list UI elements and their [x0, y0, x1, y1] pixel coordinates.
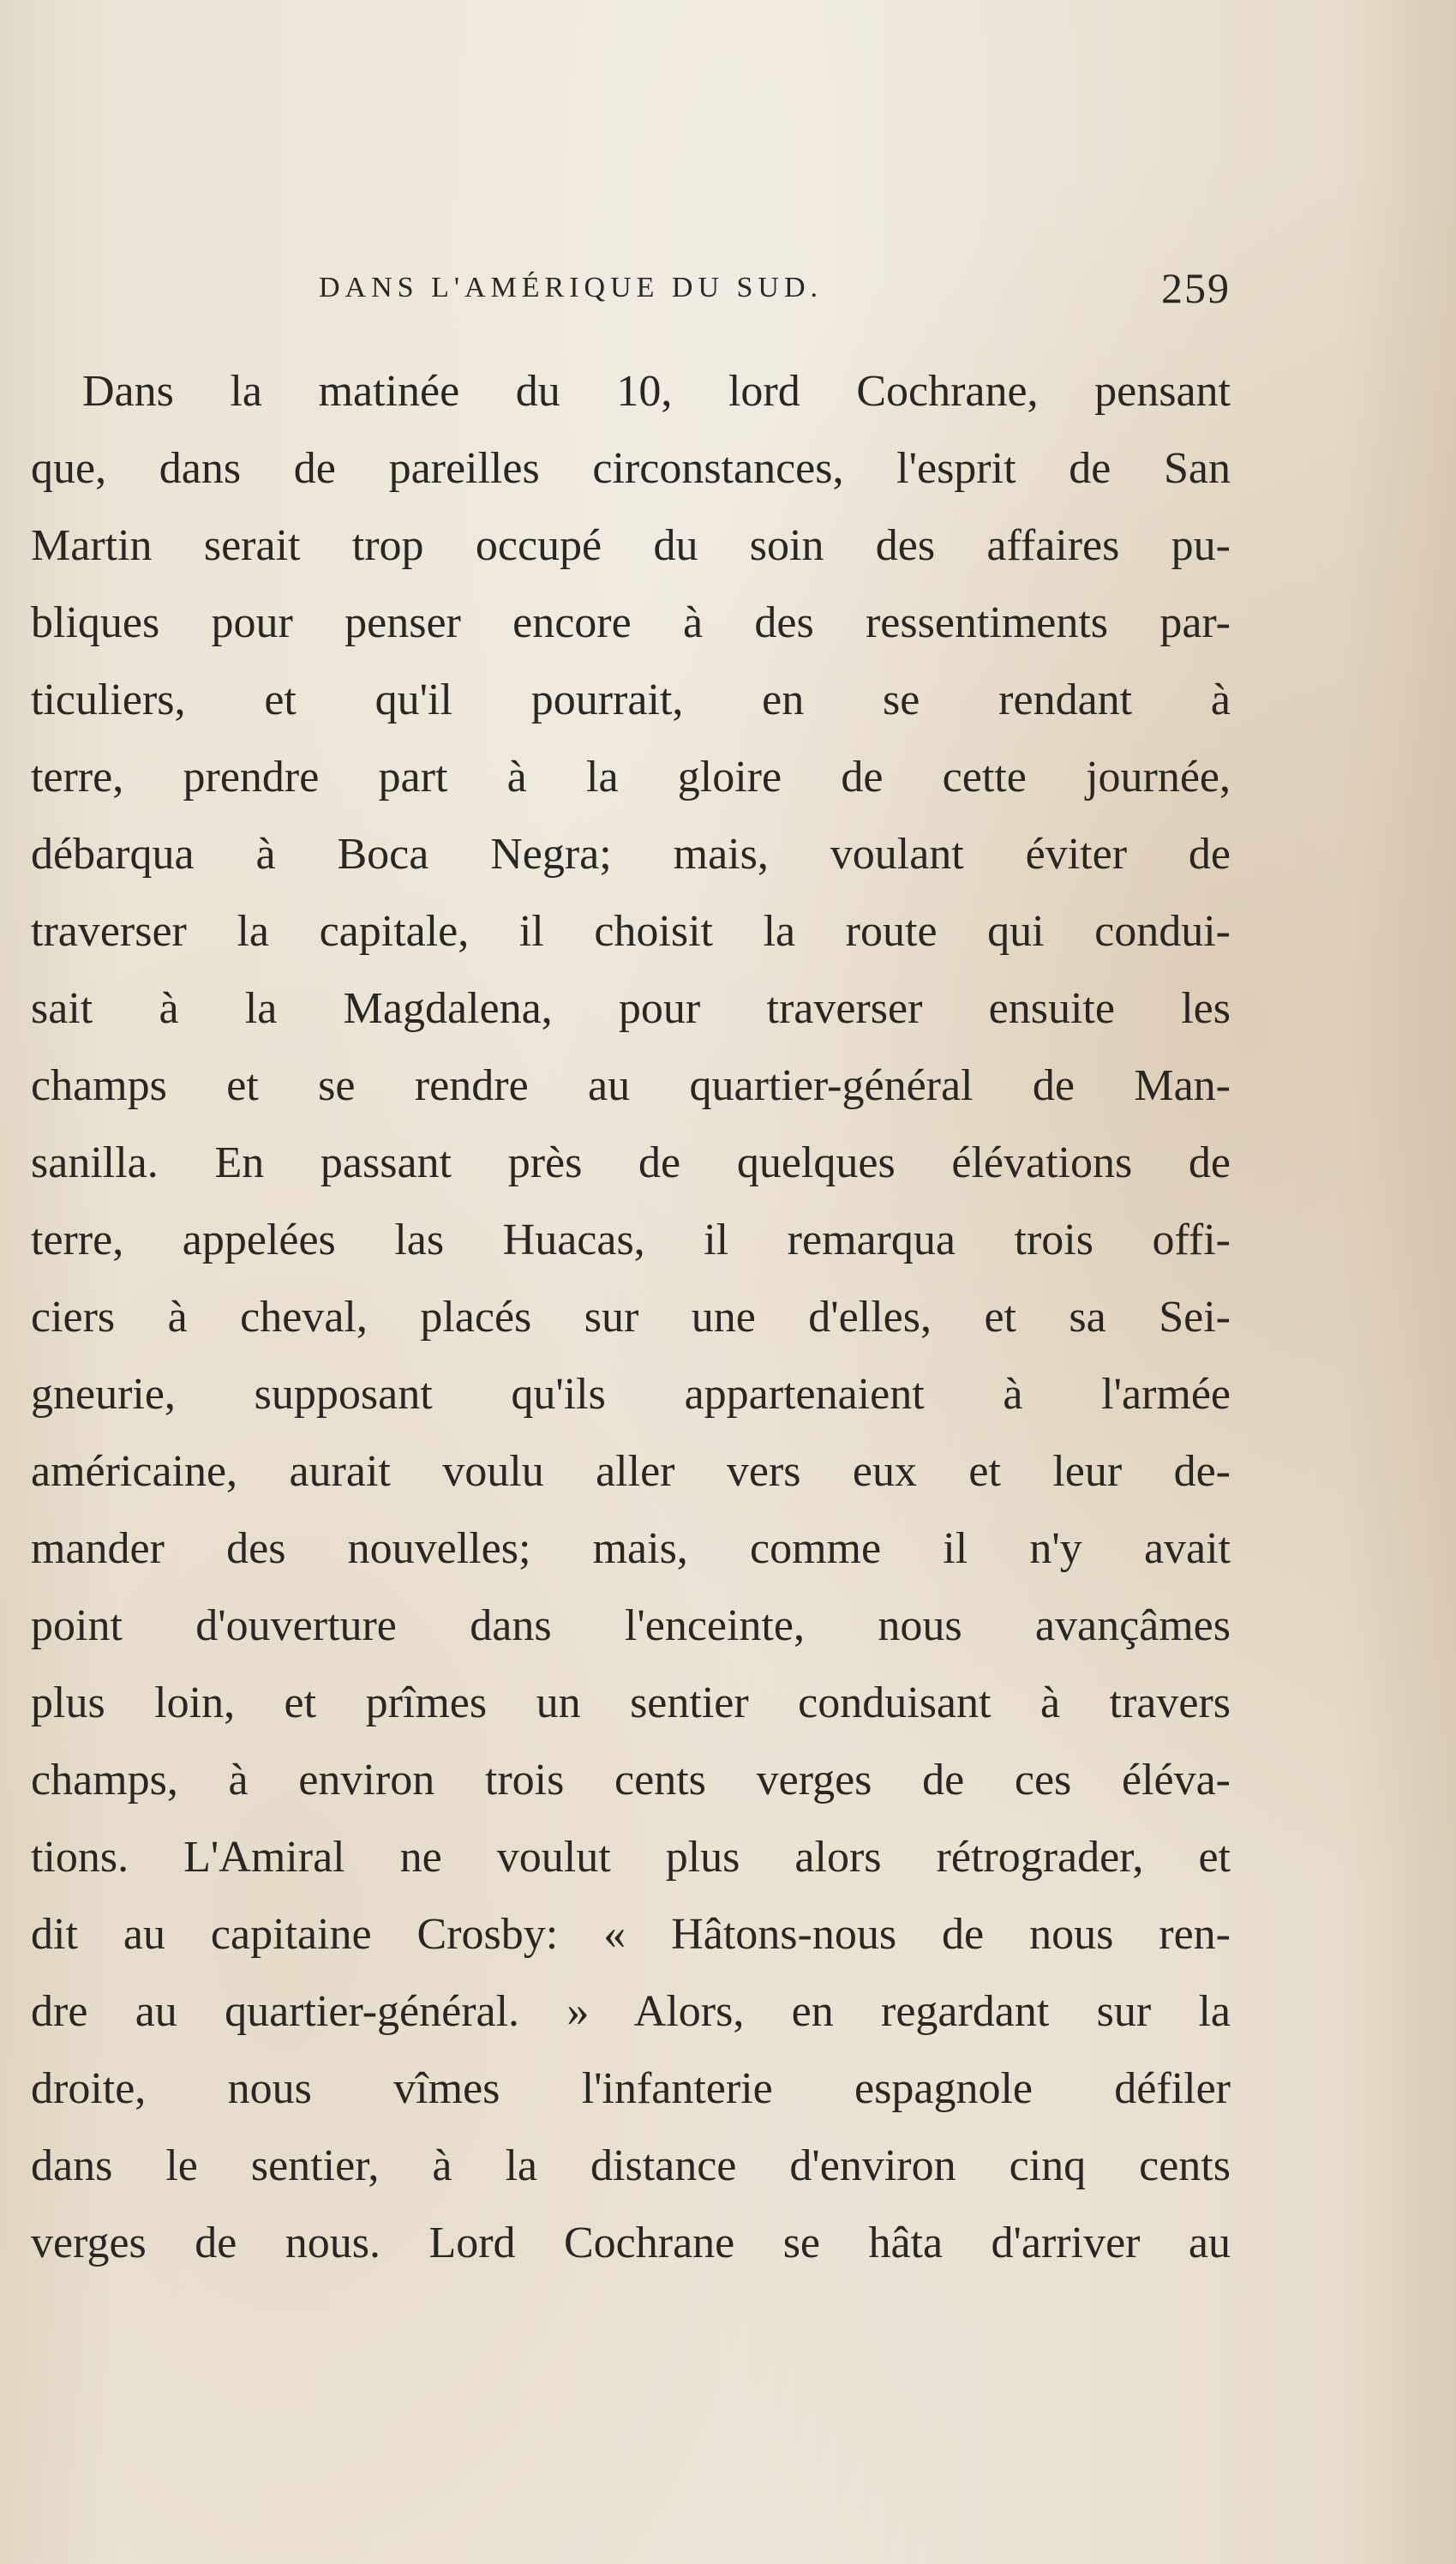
text-line: terre, appelées las Huacas, il remarqua trois offi-: [31, 1216, 1231, 1264]
text-line: mander des nouvelles; mais, comme il n'y avait: [31, 1524, 1231, 1573]
running-head: [31, 262, 1231, 314]
text-line: sanilla. En passant près de quelques élévations de: [31, 1138, 1231, 1187]
text-line: dans le sentier, à la distance d'environ cinq cents: [31, 2141, 1231, 2190]
text-line: point d'ouverture dans l'enceinte, nous avançâmes: [31, 1601, 1231, 1650]
text-line: sait à la Magdalena, pour traverser ensuite les: [31, 984, 1231, 1033]
text-line: que, dans de pareilles circonstances, l'esprit de San: [31, 444, 1231, 493]
text-line: ticuliers, et qu'il pourrait, en se rendant à: [31, 676, 1231, 724]
text-line: traverser la capitale, il choisit la route qui condui-: [31, 907, 1231, 956]
text-line: tions. L'Amiral ne voulut plus alors rétrograder, et: [31, 1833, 1231, 1882]
text-line: bliques pour penser encore à des ressentiments par-: [31, 598, 1231, 647]
text-line: Martin serait trop occupé du soin des affaires pu-: [31, 521, 1231, 570]
text-line: américaine, aurait voulu aller vers eux et leur de-: [31, 1447, 1231, 1496]
page-number: 259: [1161, 264, 1231, 312]
body-text: [31, 353, 1231, 2282]
text-line: plus loin, et prîmes un sentier conduisant à travers: [31, 1678, 1231, 1727]
text-line: dit au capitaine Crosby: « Hâtons-nous de nous ren-: [31, 1910, 1231, 1959]
text-line: débarqua à Boca Negra; mais, voulant éviter de: [31, 830, 1231, 879]
text-line: terre, prendre part à la gloire de cette journée,: [31, 753, 1231, 802]
text-line: Dans la matinée du 10, lord Cochrane, pensant: [82, 367, 1231, 416]
running-title: DANS L'AMÉRIQUE DU SUD.: [319, 272, 824, 303]
text-line: verges de nous. Lord Cochrane se hâta d'arriver au: [31, 2219, 1231, 2267]
text-line: droite, nous vîmes l'infanterie espagnole défiler: [31, 2064, 1231, 2113]
text-line: champs et se rendre au quartier-général de Man-: [31, 1061, 1231, 1110]
text-line: gneurie, supposant qu'ils appartenaient à l'armée: [31, 1370, 1231, 1419]
text-line: champs, à environ trois cents verges de ces éléva-: [31, 1756, 1231, 1804]
text-line: dre au quartier-général. » Alors, en regardant sur la: [31, 1987, 1231, 2036]
text-line: ciers à cheval, placés sur une d'elles, et sa Sei-: [31, 1293, 1231, 1342]
